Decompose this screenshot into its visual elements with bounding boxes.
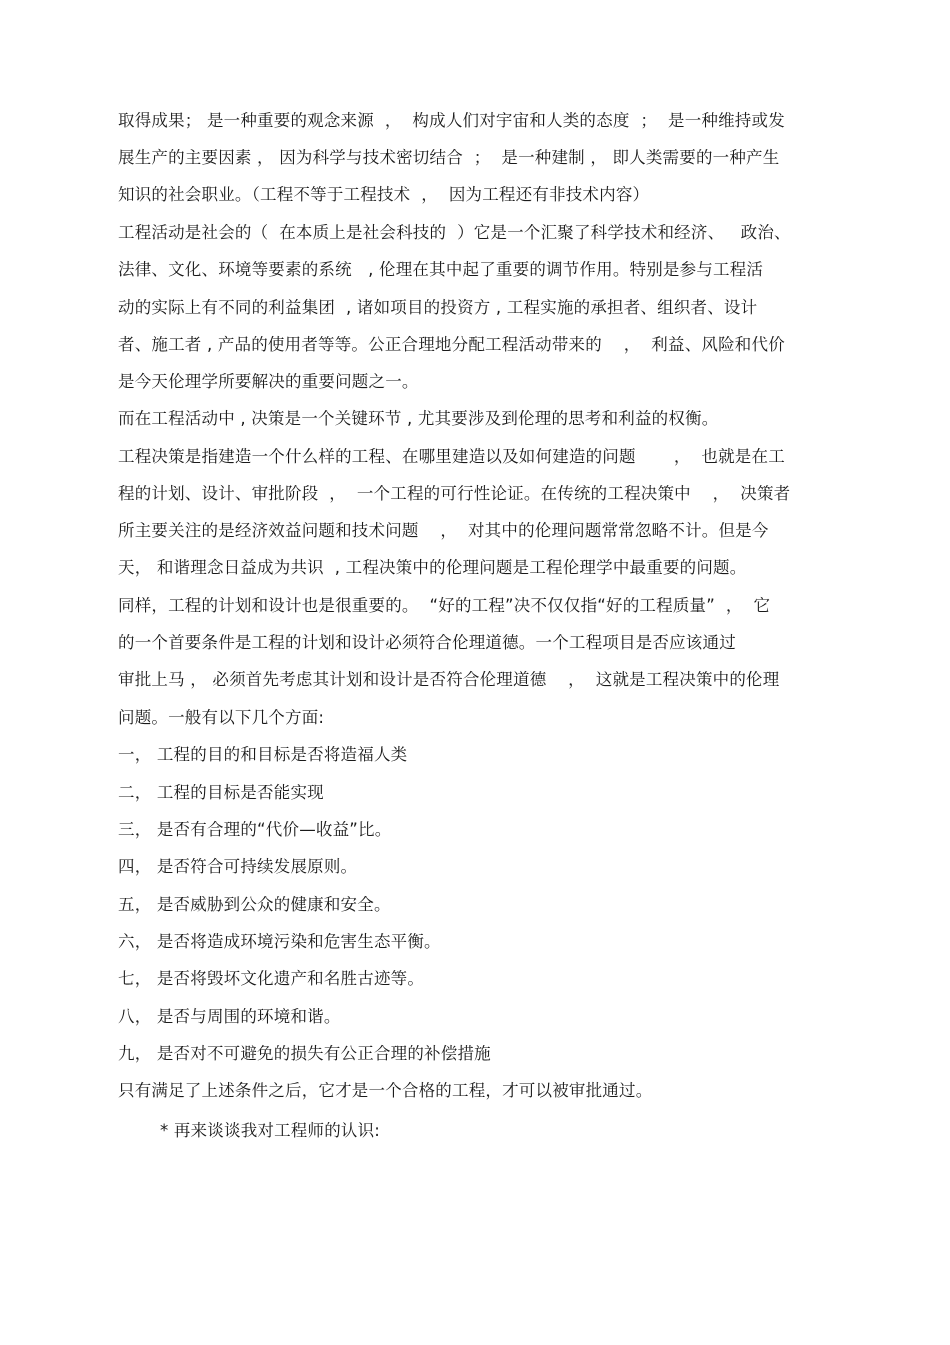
list-item: 二， 工程的目标是否能实现 <box>118 783 324 802</box>
section-note: * 再来谈谈我对工程师的认识: <box>160 1121 381 1140</box>
text-line: 程的计划、设计、审批阶段 ， 一个工程的可行性论证。在传统的工程决策中 ， 决策者 <box>118 484 791 503</box>
text-line: 工程活动是社会的（ 在本质上是社会科技的 ）它是一个汇聚了科学技术和经济、 政治、 <box>118 223 791 242</box>
list-item: 六， 是否将造成环境污染和危害生态平衡。 <box>118 932 441 951</box>
list-item: 七， 是否将毁坏文化遗产和名胜古迹等。 <box>118 969 425 988</box>
list-item: 一， 工程的目的和目标是否将造福人类 <box>118 745 408 764</box>
text-line: 展生产的主要因素 ， 因为科学与技术密切结合 ； 是一种建制 ， 即人类需要的一种产生 <box>118 148 780 167</box>
text-line: 的一个首要条件是工程的计划和设计必须符合伦理道德。一个工程项目是否应该通过 <box>118 633 736 652</box>
text-line: 法律、文化、环境等要素的系统 , 伦理在其中起了重要的调节作用。特别是参与工程活 <box>118 260 764 279</box>
text-line: 而在工程活动中 , 决策是一个关键环节 , 尤其要涉及到伦理的思考和利益的权衡。 <box>118 409 719 428</box>
text-line: 天， 和谐理念日益成为共识 , 工程决策中的伦理问题是工程伦理学中最重要的问题。 <box>118 558 747 577</box>
text-line: 动的实际上有不同的利益集团 , 诸如项目的投资方 , 工程实施的承担者、组织者、设计 <box>118 298 758 317</box>
text-line: 取得成果； 是一种重要的观念来源 ， 构成人们对宇宙和人类的态度 ； 是一种维持或发 <box>118 111 785 130</box>
text-line: 是今天伦理学所要解决的重要问题之一。 <box>118 372 419 391</box>
text-line: 只有满足了上述条件之后，它才是一个合格的工程，才可以被审批通过。 <box>118 1081 653 1100</box>
text-line: 所主要关注的是经济效益问题和技术问题 ， 对其中的伦理问题常常忽略不计。但是今 <box>118 521 769 540</box>
list-item: 三， 是否有合理的“代价—收益”比。 <box>118 820 392 839</box>
text-line: 工程决策是指建造一个什么样的工程、在哪里建造以及如何建造的问题 ， 也就是在工 <box>118 447 785 466</box>
text-line: 问题。一般有以下几个方面: <box>118 708 325 727</box>
text-line: 同样，工程的计划和设计也是很重要的。 “好的工程”决不仅仅指“好的工程质量” ， 它 <box>118 596 771 615</box>
list-item: 四， 是否符合可持续发展原则。 <box>118 857 358 876</box>
list-item: 五， 是否威胁到公众的健康和安全。 <box>118 895 391 914</box>
text-line: 知识的社会职业。（工程不等于工程技术 ， 因为工程还有非技术内容） <box>118 185 650 204</box>
list-item: 八， 是否与周围的环境和谐。 <box>118 1007 341 1026</box>
text-line: 者、施工者 , 产品的使用者等等。公正合理地分配工程活动带来的 ， 利益、风险和代价 <box>118 335 785 354</box>
list-item: 九， 是否对不可避免的损失有公正合理的补偿措施 <box>118 1044 491 1063</box>
text-line: 审批上马 ， 必须首先考虑其计划和设计是否符合伦理道德 ， 这就是工程决策中的伦理 <box>118 670 780 689</box>
